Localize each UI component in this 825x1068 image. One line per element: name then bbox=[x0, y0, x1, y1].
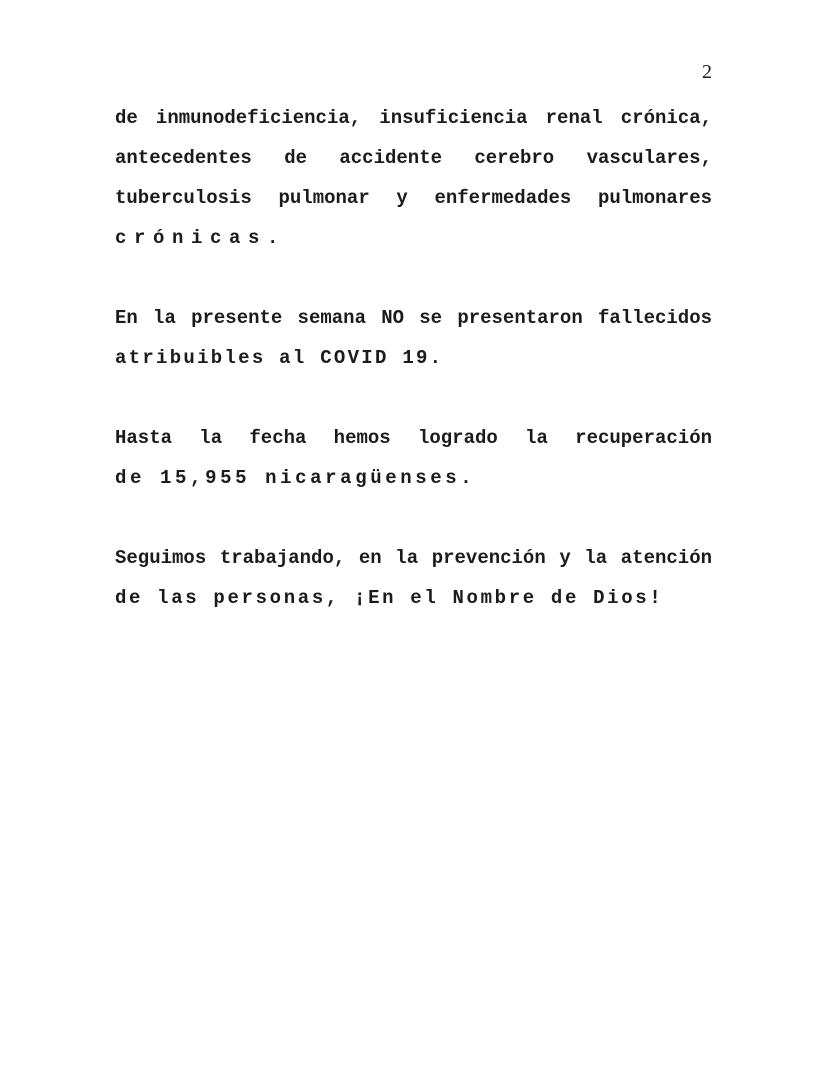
text-line: Seguimos trabajando, en la prevención y la atención bbox=[115, 547, 712, 569]
text-line: de inmunodeficiencia, insuficiencia renal crónica, bbox=[115, 107, 712, 129]
text-line: crónicas. bbox=[115, 227, 287, 249]
text-line: En la presente semana NO se presentaron fallecidos bbox=[115, 307, 712, 329]
page-number: 2 bbox=[702, 61, 712, 83]
document-body bbox=[115, 98, 712, 658]
paragraph bbox=[115, 98, 712, 258]
paragraph bbox=[115, 418, 712, 498]
paragraph bbox=[115, 298, 712, 378]
text-line: Hasta la fecha hemos logrado la recuperación bbox=[115, 427, 712, 449]
text-line: tuberculosis pulmonar y enfermedades pulmonares bbox=[115, 187, 712, 209]
paragraph bbox=[115, 538, 712, 618]
text-line: antecedentes de accidente cerebro vasculares, bbox=[115, 147, 712, 169]
text-line: de 15,955 nicaragüenses. bbox=[115, 467, 476, 489]
text-line: atribuibles al COVID 19. bbox=[115, 347, 444, 369]
text-line: de las personas, ¡En el Nombre de Dios! bbox=[115, 587, 664, 609]
